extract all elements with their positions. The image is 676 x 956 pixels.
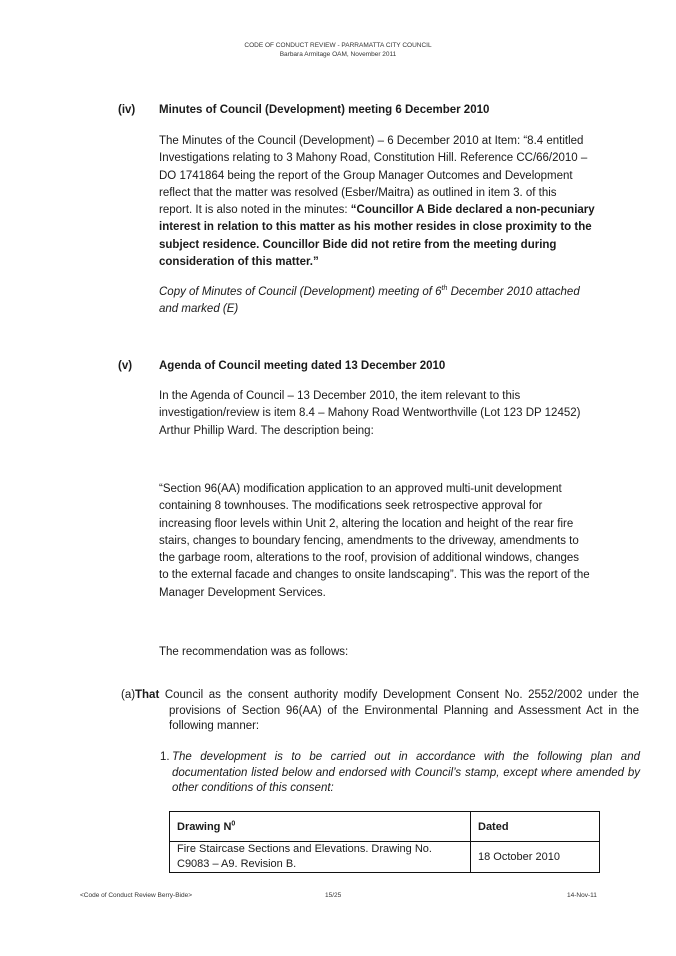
recommendation-a [121,688,639,735]
quote-line-2: containing 8 townhouses. The modifications seek retrospective approval for [159,500,543,513]
drawings-table [169,811,600,873]
footer-left: <Code of Conduct Review Berry-Bide> [80,892,193,899]
section-v-line-2: investigation/review is item 8.4 – Mahony Road Wentworthville (Lot 123 DP 12452) [159,407,581,420]
section-v-paragraph [159,388,599,440]
quote-line-4: stairs, changes to boundary fencing, amendments to the driveway, amendments to [159,534,579,547]
footer-date: 14-Nov-11 [567,892,597,899]
section-iv-copy-note [159,284,599,319]
section-v-number: (v) [118,360,133,372]
recommendation-a-label: (a) [121,689,136,701]
section-iv-bold-line-2: subject residence. Councillor Bide did not retire from the meeting during [159,238,557,251]
table-header-dated: Dated [471,812,600,842]
page-header [0,41,676,59]
section-iv-title: Minutes of Council (Development) meeting 6 December 2010 [159,104,490,116]
recommendation-a-bold: That [135,689,160,701]
section-iv-bold-line-1: interest in relation to this matter as his mother resides in close proximity to the [159,221,592,234]
section-iv-line-5-plain: report. It is also noted in the minutes: [159,204,351,217]
section-v-line-3: Arthur Phillip Ward. The description being: [159,424,374,437]
section-iv-copy-line-1: Copy of Minutes of Council (Development) meeting of 6th December 2010 attached [159,285,580,298]
item-1-number: 1. [160,751,170,763]
table-header-drawing: Drawing $N^0$ [170,812,471,842]
section-iv-line-5 [159,202,599,219]
superscript-zero: 0 [231,819,236,827]
quote-line-6: to the external facade and changes to onsite landscaping”. This was the report of the [159,569,590,582]
section-iv-line-2: Investigations relating to 3 Mahony Road, Constitution Hill. Reference CC/66/2010 – [159,152,588,165]
section-v-quote [159,481,609,602]
recommendation-a-text: Council as the consent authority modify Development Consent No. 2552/2002 under the provisions of Section 96(AA) of the Environmental Planning and Assessment Act in the following manner: [159,689,639,732]
section-iv-line-3: DO 1741864 being the report of the Group Manager Outcomes and Development [159,169,573,182]
table-row [170,842,600,873]
recommendation-a-body [135,688,639,735]
section-iv-bold-line-3: consideration of this matter.” [159,256,319,269]
section-iv-number: (iv) [118,104,136,116]
table-header-row [170,812,600,842]
header-line-2: Barbara Armitage OAM, November 2011 [279,51,397,58]
quote-line-3: increasing floor levels within Unit 2, altering the location and height of the rear fire [159,517,574,530]
table-cell-drawing: Fire Staircase Sections and Elevations. Drawing No. C9083 – A9. Revision B. [170,842,471,873]
recommendation-item-1 [160,750,640,797]
header-line-1: CODE OF CONDUCT REVIEW - PARRAMATTA CITY COUNCIL [244,42,432,49]
footer-page-number: 15/25 [325,892,342,899]
table-cell-dated: 18 October 2010 [471,842,600,873]
quote-line-5: the garbage room, alterations to the roof, provision of additional windows, changes [159,552,580,565]
section-v-line-1: In the Agenda of Council – 13 December 2010, the item relevant to this [159,390,521,402]
section-iv-line-4: reflect that the matter was resolved (Esber/Maitra) as outlined in item 3. of this [159,186,557,199]
section-v-title: Agenda of Council meeting dated 13 December 2010 [159,360,446,372]
recommendation-intro: The recommendation was as follows: [159,646,349,658]
quote-line-7: Manager Development Services. [159,586,326,599]
section-iv-paragraph [159,133,599,271]
superscript-th: th [441,285,448,293]
section-iv-line-1: The Minutes of the Council (Development) – 6 December 2010 at Item: “8.4 entitled [159,135,584,147]
item-1-text: The development is to be carried out in accordance with the following plan and documentation listed below and endorsed with Council’s stamp, except where amended by other conditions of this consent: [172,751,640,794]
section-iv-copy-line-2: and marked (E) [159,303,239,316]
quote-line-1: “Section 96(AA) modification application to an approved multi-unit development [159,483,562,495]
section-iv-line-5-bold: “Councillor A Bide declared a non-pecuniary [350,204,595,217]
